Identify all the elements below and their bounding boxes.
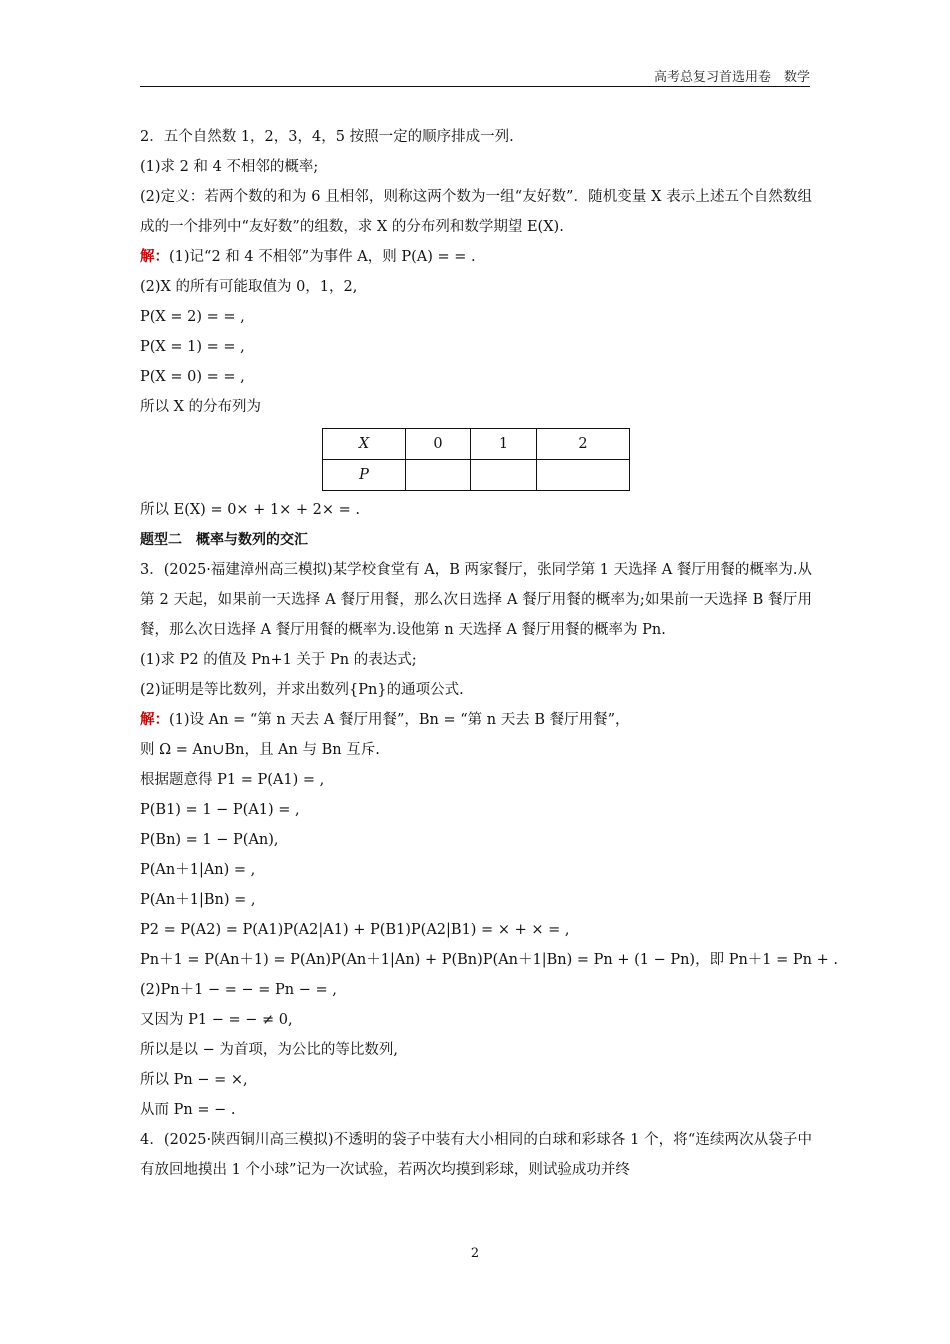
solution-2-line-2: (2)X 的所有可能取值为 0，1，2,: [140, 279, 358, 295]
page-number: 2: [470, 1246, 480, 1261]
solution-3-line-7: P(An＋1|Bn) = ,: [140, 892, 256, 908]
solution-3-line-8: P2 = P(A2) = P(A1)P(A2|A1) + P(B1)P(A2|B1) = × + × = ,: [140, 922, 570, 938]
table-cell: X: [323, 429, 406, 460]
distribution-table: [322, 428, 630, 491]
solution-3-line-4: P(B1) = 1 − P(A1) = ,: [140, 802, 300, 818]
table-cell: [537, 460, 630, 491]
solution-3-line-12: 所以是以 − 为首项，为公比的等比数列,: [140, 1042, 398, 1058]
problem-2-stem: 2．五个自然数 1，2，3，4，5 按照一定的顺序排成一列.: [140, 129, 514, 145]
section-heading: 题型二 概率与数列的交汇: [140, 532, 308, 548]
solution-3-line-11: 又因为 P1 − = − ≠ 0,: [140, 1012, 293, 1028]
table-cell: 1: [471, 429, 537, 460]
problem-2-part-1: (1)求 2 和 4 不相邻的概率;: [140, 159, 319, 175]
problem-3-part-2: (2)证明是等比数列，并求出数列{Pn}的通项公式.: [140, 682, 464, 698]
solution-label: 解：: [140, 711, 169, 728]
solution-3-line-6: P(An＋1|An) = ,: [140, 862, 256, 878]
solution-3-line-1: [140, 705, 812, 735]
table-cell: P: [323, 460, 406, 491]
problem-4-stem: 4．(2025·陕西铜川高三模拟)不透明的袋子中装有大小相同的白球和彩球各 1 个，将“连续两次从袋子中有放回地摸出 1 个小球”记为一次试验，若两次均摸到彩球，则试验成功并终: [140, 1132, 812, 1178]
table-cell: 0: [406, 429, 471, 460]
solution-3-line-9: Pn＋1 = P(An＋1) = P(An)P(An＋1|An) + P(Bn)P(An＋1|Bn) = Pn + (1 − Pn)，即 Pn＋1 = Pn + .: [140, 952, 838, 968]
solution-2-line-6: 所以 X 的分布列为: [140, 399, 262, 415]
expectation-line: 所以 E(X) = 0× + 1× + 2× = .: [140, 502, 361, 518]
table-cell: [471, 460, 537, 491]
solution-text: (1)设 An = “第 n 天去 A 餐厅用餐”，Bn = “第 n 天去 B 餐厅用餐”，: [169, 712, 630, 728]
solution-text: (1)记“2 和 4 不相邻”为事件 A，则 P(A) = = .: [169, 249, 476, 265]
solution-3-line-13: 所以 Pn − = ×,: [140, 1072, 248, 1088]
solution-2-line-5: P(X = 0) = = ,: [140, 369, 245, 385]
table-row: [323, 460, 630, 491]
solution-3-line-3: 根据题意得 P1 = P(A1) = ,: [140, 772, 325, 788]
running-header: 高考总复习首选用卷 数学: [653, 70, 810, 85]
table-cell: [406, 460, 471, 491]
solution-2-line-3: P(X = 2) = = ,: [140, 309, 245, 325]
problem-3-part-1: (1)求 P2 的值及 Pn+1 关于 Pn 的表达式;: [140, 652, 417, 668]
header-divider: [140, 86, 810, 87]
solution-3-line-2: 则 Ω = An∪Bn，且 An 与 Bn 互斥.: [140, 742, 380, 758]
solution-3-line-10: (2)Pn＋1 − = − = Pn − = ,: [140, 982, 337, 998]
document-body: [140, 122, 838, 1185]
solution-2-line-4: P(X = 1) = = ,: [140, 339, 245, 355]
solution-3-line-14: 从而 Pn = − .: [140, 1102, 236, 1118]
solution-3-line-5: P(Bn) = 1 − P(An),: [140, 832, 279, 848]
table-cell: 2: [537, 429, 630, 460]
problem-3-stem: 3．(2025·福建漳州高三模拟)某学校食堂有 A，B 两家餐厅，张同学第 1 天选择 A 餐厅用餐的概率为.从第 2 天起，如果前一天选择 A 餐厅用餐，那么次日选择 A 餐厅用餐的概率为;如果前一天选择 B 餐厅用餐，那么次日选择 A 餐厅用餐的概率为.设他第 n 天选择 A 餐厅用餐的概率为 Pn.: [140, 562, 812, 638]
problem-2-part-2: (2)定义：若两个数的和为 6 且相邻，则称这两个数为一组“友好数”．随机变量 X 表示上述五个自然数组成的一个排列中“友好数”的组数，求 X 的分布列和数学期望 E(X).: [140, 189, 812, 235]
table-row: [323, 429, 630, 460]
solution-2-line-1: [140, 242, 812, 272]
solution-label: 解：: [140, 248, 169, 265]
